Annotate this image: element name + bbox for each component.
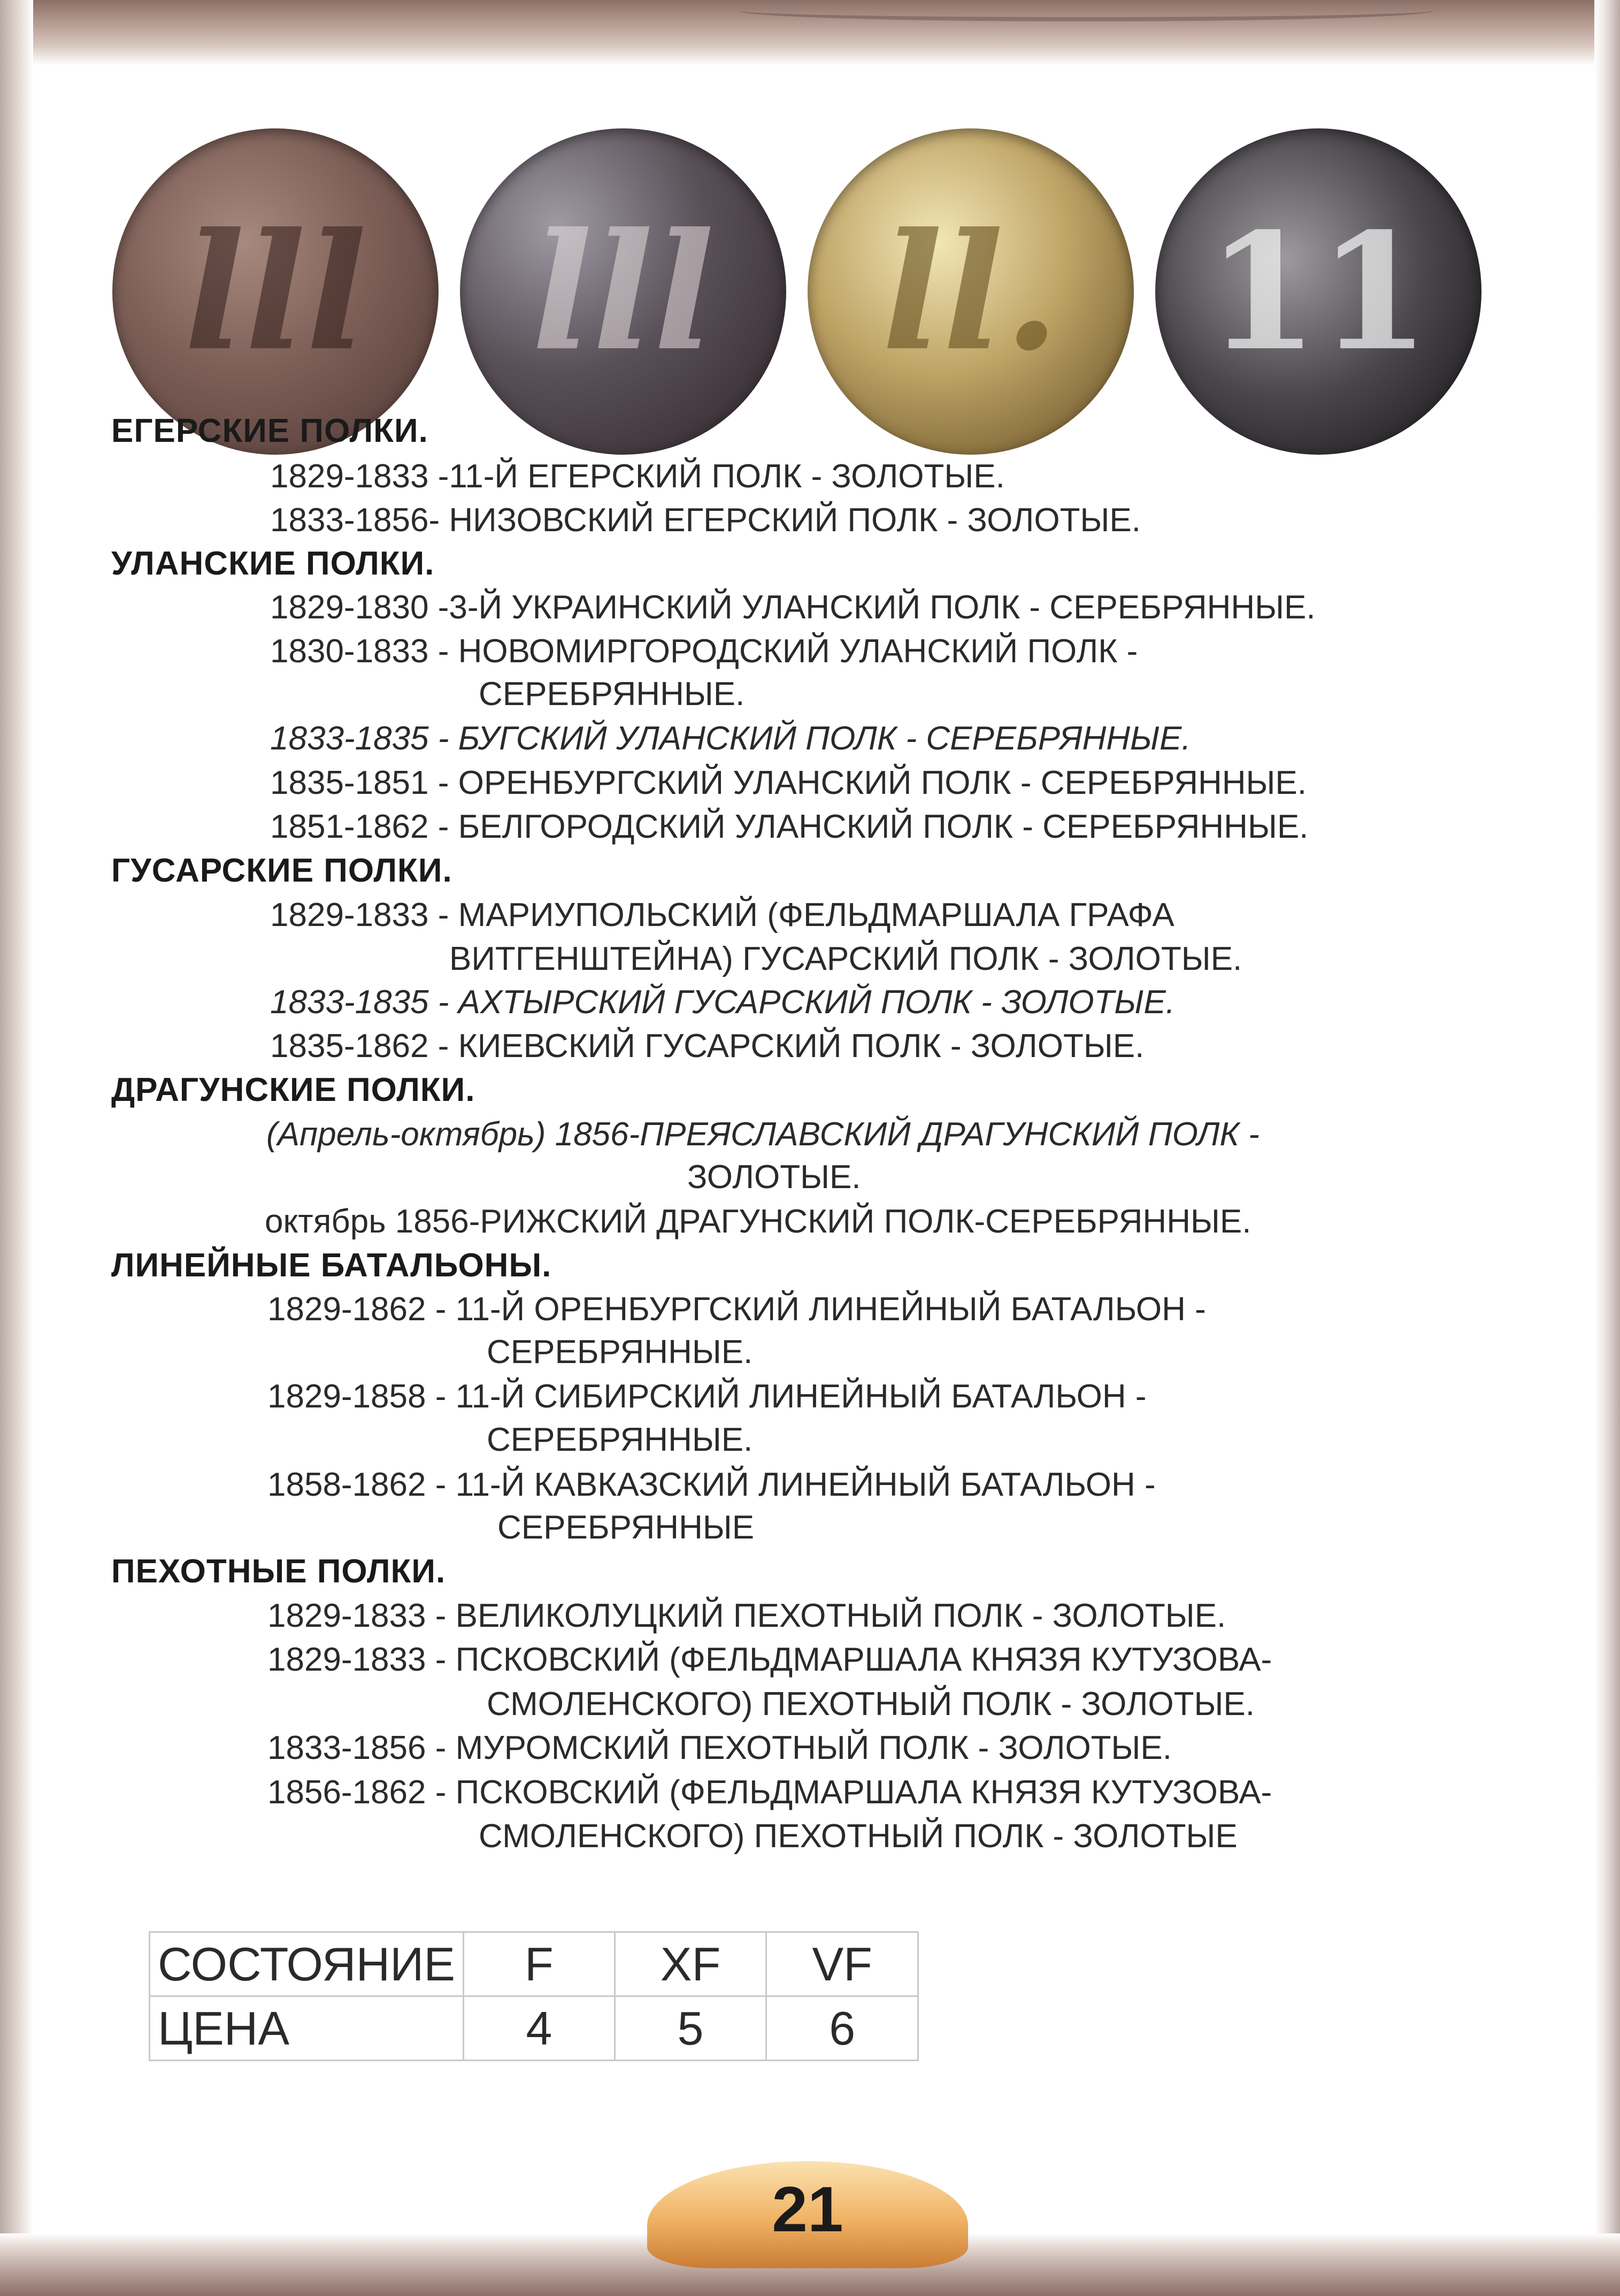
list-item: 1829-1833 -11-Й ЕГЕРСКИЙ ПОЛК - ЗОЛОТЫЕ. (270, 458, 1005, 495)
price-table (149, 1931, 919, 2061)
list-item: 1833-1835 - БУГСКИЙ УЛАНСКИЙ ПОЛК - СЕРЕБРЯННЫЕ. (270, 720, 1191, 757)
section-heading: ЛИНЕЙНЫЕ БАТАЛЬОНЫ. (111, 1247, 552, 1284)
list-item: 1835-1851 - ОРЕНБУРГСКИЙ УЛАНСКИЙ ПОЛК - СЕРЕБРЯННЫЕ. (270, 764, 1307, 801)
condition-label: СОСТОЯНИЕ (150, 1932, 464, 1996)
list-item: 1829-1833 - ВЕЛИКОЛУЦКИЙ ПЕХОТНЫЙ ПОЛК - ЗОЛОТЫЕ. (267, 1597, 1226, 1634)
list-item: 1829-1862 - 11-Й ОРЕНБУРГСКИЙ ЛИНЕЙНЫЙ БАТАЛЬОН - (267, 1291, 1206, 1328)
section-heading: ЕГЕРСКИЕ ПОЛКИ. (111, 412, 428, 449)
page-number-ribbon (647, 2161, 968, 2268)
price-f: 4 (464, 1996, 615, 2061)
grade-f: F (464, 1932, 615, 1996)
button-marking: ll. (881, 197, 1060, 386)
button-photo-3 (808, 128, 1134, 455)
list-item: 1833-1856 - МУРОМСКИЙ ПЕХОТНЫЙ ПОЛК - ЗОЛОТЫЕ. (267, 1729, 1172, 1766)
button-photo-2 (460, 128, 786, 455)
section-heading: ПЕХОТНЫЕ ПОЛКИ. (111, 1553, 446, 1590)
list-item: 1858-1862 - 11-Й КАВКАЗСКИЙ ЛИНЕЙНЫЙ БАТАЛЬОН - (267, 1466, 1156, 1503)
list-item: СМОЛЕНСКОГО) ПЕХОТНЫЙ ПОЛК - ЗОЛОТЫЕ. (487, 1686, 1255, 1723)
right-decorative-border (1594, 0, 1620, 2296)
list-item: СЕРЕБРЯННЫЕ. (487, 1334, 753, 1371)
price-label: ЦЕНА (150, 1996, 464, 2061)
price-vf: 6 (766, 1996, 918, 2061)
button-marking: lll (532, 197, 715, 386)
section-heading: ГУСАРСКИЕ ПОЛКИ. (111, 852, 452, 889)
button-photo-4 (1155, 128, 1481, 455)
list-item: 1829-1830 -3-Й УКРАИНСКИЙ УЛАНСКИЙ ПОЛК - СЕРЕБРЯННЫЕ. (270, 589, 1316, 626)
list-item: СЕРЕБРЯННЫЕ. (487, 1421, 753, 1458)
list-item: октябрь 1856-РИЖСКИЙ ДРАГУНСКИЙ ПОЛК-СЕРЕБРЯННЫЕ. (265, 1203, 1252, 1240)
list-item: 1829-1858 - 11-Й СИБИРСКИЙ ЛИНЕЙНЫЙ БАТАЛЬОН - (267, 1378, 1147, 1415)
button-photo-1 (112, 128, 439, 455)
button-marking: 11 (1207, 197, 1430, 386)
top-decorative-border (0, 0, 1620, 65)
button-photos-row (112, 128, 1503, 417)
list-item: 1833-1835 - АХТЫРСКИЙ ГУСАРСКИЙ ПОЛК - ЗОЛОТЫЕ. (270, 984, 1175, 1021)
list-item: 1833-1856- НИЗОВСКИЙ ЕГЕРСКИЙ ПОЛК - ЗОЛОТЫЕ. (270, 502, 1141, 539)
list-item: (Апрель-октябрь) 1856-ПРЕЯСЛАВСКИЙ ДРАГУНСКИЙ ПОЛК - (266, 1116, 1260, 1153)
grade-vf: VF (766, 1932, 918, 1996)
list-item: 1851-1862 - БЕЛГОРОДСКИЙ УЛАНСКИЙ ПОЛК - СЕРЕБРЯННЫЕ. (270, 808, 1309, 845)
section-heading: УЛАНСКИЕ ПОЛКИ. (111, 545, 435, 582)
list-item: ВИТГЕНШТЕЙНА) ГУСАРСКИЙ ПОЛК - ЗОЛОТЫЕ. (449, 940, 1242, 977)
grade-xf: XF (615, 1932, 766, 1996)
price-xf: 5 (615, 1996, 766, 2061)
list-item: 1835-1862 - КИЕВСКИЙ ГУСАРСКИЙ ПОЛК - ЗОЛОТЫЕ. (270, 1028, 1145, 1065)
list-item: СЕРЕБРЯННЫЕ (497, 1509, 755, 1546)
table-row (150, 1932, 918, 1996)
list-item: СМОЛЕНСКОГО) ПЕХОТНЫЙ ПОЛК - ЗОЛОТЫЕ (479, 1818, 1238, 1855)
list-item: 1830-1833 - НОВОМИРГОРОДСКИЙ УЛАНСКИЙ ПОЛК - (270, 633, 1138, 670)
list-item: СЕРЕБРЯННЫЕ. (479, 676, 745, 713)
button-marking: lll (184, 197, 367, 386)
page-number: 21 (772, 2173, 843, 2245)
section-heading: ДРАГУНСКИЕ ПОЛКИ. (111, 1072, 475, 1108)
list-item: 1829-1833 - МАРИУПОЛЬСКИЙ (ФЕЛЬДМАРШАЛА ГРАФА (270, 897, 1174, 933)
list-item: ЗОЛОТЫЕ. (687, 1159, 861, 1196)
left-decorative-border (0, 0, 33, 2296)
list-item: 1856-1862 - ПСКОВСКИЙ (ФЕЛЬДМАРШАЛА КНЯЗЯ КУТУЗОВА- (267, 1774, 1272, 1811)
list-item: 1829-1833 - ПСКОВСКИЙ (ФЕЛЬДМАРШАЛА КНЯЗЯ КУТУЗОВА- (267, 1641, 1272, 1678)
top-ornament (738, 0, 1433, 21)
table-row (150, 1996, 918, 2061)
